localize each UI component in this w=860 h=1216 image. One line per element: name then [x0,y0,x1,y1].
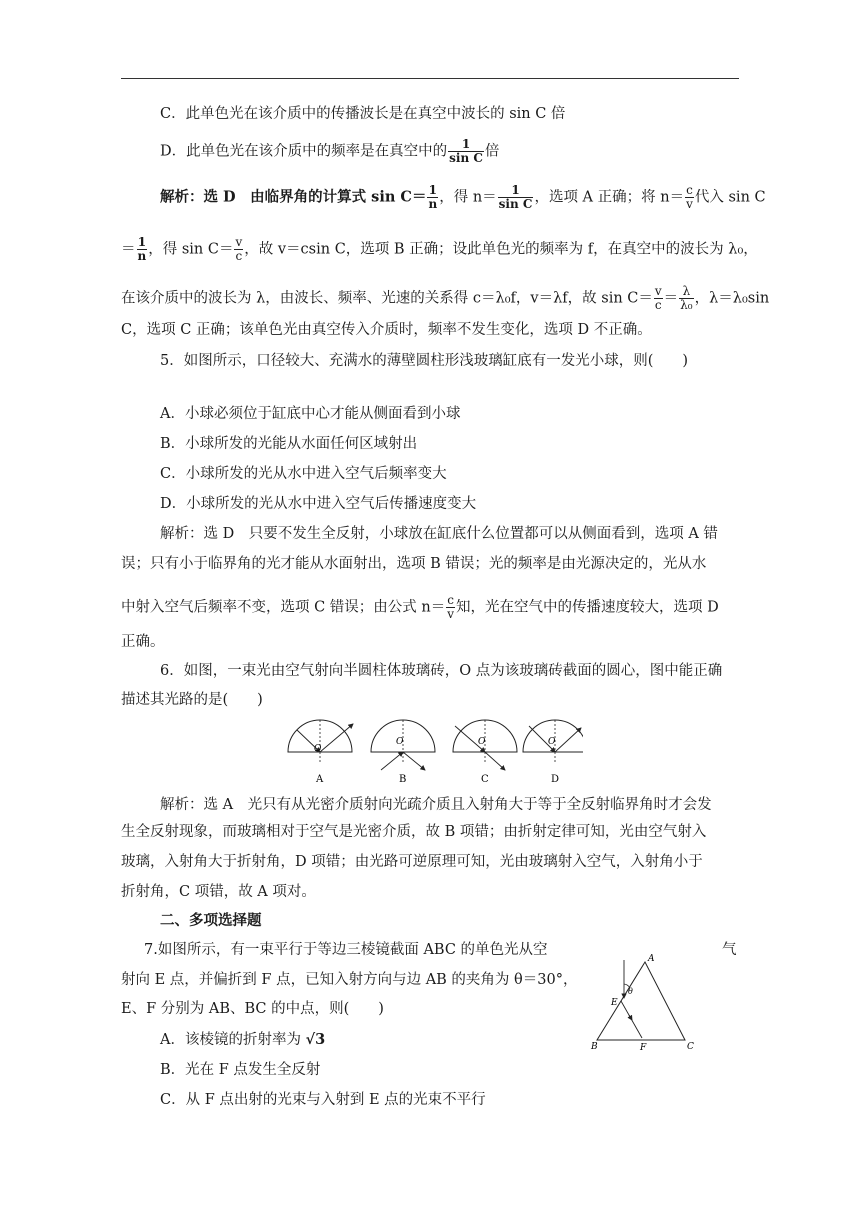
q6-figure-d-center: O [548,737,556,747]
q7-stem-1: 7.如图所示，有一束平行于等边三棱镜截面 ABC 的单色光从空 [144,942,548,958]
q6-explanation-3: 玻璃，入射角大于折射角，D 项错；由光路可逆原理可知，光由玻璃射入空气，入射角小于 [121,854,703,870]
q4-explanation-3: 在该介质中的波长为 λ，由波长、频率、光速的关系得 c＝λ₀f，v＝λf，故 sin C＝ $\frac{v}{c}$ ＝ $\frac{\lambda}{\text{λ₀}}$ ，λ＝λ₀sin [121,284,770,312]
q7-stem-3: E、F 分别为 AB、BC 的中点，则( ) [121,1001,384,1017]
q4-option-d: D．此单色光在该介质中的频率是在真空中的 $\frac{1}{\text{sin C}}$ 倍 [160,137,500,165]
q7-label-theta: θ [628,987,633,996]
q4-option-c: C．此单色光在该介质中的传播波长是在真空中波长的 sin C 倍 [160,106,566,122]
q7-label-f: F [640,1043,647,1053]
q4-explanation-4: C，选项 C 正确；该单色光由真空传入介质时，频率不发生变化，选项 D 不正确。 [121,322,652,338]
q5-option-a: A．小球必须位于缸底中心才能从侧面看到小球 [160,406,461,422]
section-heading-multiple-choice: 二、多项选择题 [160,912,262,929]
q6-figure [283,712,583,792]
q4-explanation-2: ＝ $\frac{1}{n}$ ，得 sin C＝ $\frac{v}{c}$ ，故 v＝csin C，选项 B 正确；设此单色光的频率为 f，在真空中的波长为 λ₀， [121,235,758,263]
q7-label-c: C [687,1042,694,1052]
q6-explanation-1: 解析：选 A 光只有从光密介质射向光疏介质且入射角大于等于全反射临界角时才会发 [160,797,712,813]
q5-explanation-2: 误；只有小于临界角的光才能从水面射出，选项 B 错误；光的频率是由光源决定的，光从水 [121,556,707,572]
q6-figure-d-label: D [551,774,560,785]
q7-label-a: A [648,954,655,964]
q7-label-e: E [611,998,618,1008]
q5-option-d: D．小球所发的光从水中进入空气后传播速度变大 [160,496,477,512]
header-rule [121,78,739,79]
q4-explanation-1: 解析：选 D 由临界角的计算式 sin C＝ $\frac{1}{n}$ ，得 n＝ $\frac{1}{\text{sin C}}$ ，选项 A 正确；将 n＝ $\frac{c}{v}$ 代入 sin C [160,183,766,211]
q5-stem: 5．如图所示，口径较大、充满水的薄壁圆柱形浅玻璃缸底有一发光小球，则( ) [160,353,689,369]
q6-figure-option-b [371,720,435,785]
q7-prism-figure [585,950,700,1060]
q5-explanation-4: 正确。 [121,634,165,650]
q7-option-c: C．从 F 点出射的光束与入射到 E 点的光束不平行 [160,1092,486,1108]
q6-figure-a-center: O [314,744,322,754]
q7-label-b: B [591,1042,598,1052]
q6-figure-b-center: O [396,737,404,747]
q6-stem-2: 描述其光路的是( ) [121,692,263,708]
q6-figure-a-label: A [316,774,324,785]
q7-option-a: A．该棱镜的折射率为 √3 [160,1031,326,1048]
q6-figure-option-d [523,720,583,785]
q6-figure-option-c [453,720,517,785]
q7-stem-2: 射向 E 点，并偏折到 F 点，已知入射方向与边 AB 的夹角为 θ＝30°， [121,972,578,988]
q7-stem-1-tail: 气 [722,942,737,958]
q6-figure-b-label: B [399,774,407,785]
q6-figure-c-label: C [481,774,489,785]
q6-figure-c-center: O [478,737,486,747]
q5-option-c: C．小球所发的光从水中进入空气后频率变大 [160,466,447,482]
q6-stem-1: 6．如图，一束光由空气射向半圆柱体玻璃砖，O 点为该玻璃砖截面的圆心，图中能正确 [160,663,723,679]
q6-figure-option-a [288,720,353,785]
q5-explanation-1: 解析：选 D 只要不发生全反射，小球放在缸底什么位置都可以从侧面看到，选项 A 错 [160,526,718,542]
q7-option-b: B．光在 F 点发生全反射 [160,1062,321,1078]
q6-explanation-2: 生全反射现象，而玻璃相对于空气是光密介质，故 B 项错；由折射定律可知，光由空气射入 [121,824,707,840]
q6-explanation-4: 折射角，C 项错，故 A 项对。 [121,884,316,900]
q5-explanation-3: 中射入空气后频率不变，选项 C 错误；由公式 n＝ $\frac{c}{v}$ 知，光在空气中的传播速度较大，选项 D [121,593,719,621]
q5-option-b: B．小球所发的光能从水面任何区域射出 [160,436,418,452]
